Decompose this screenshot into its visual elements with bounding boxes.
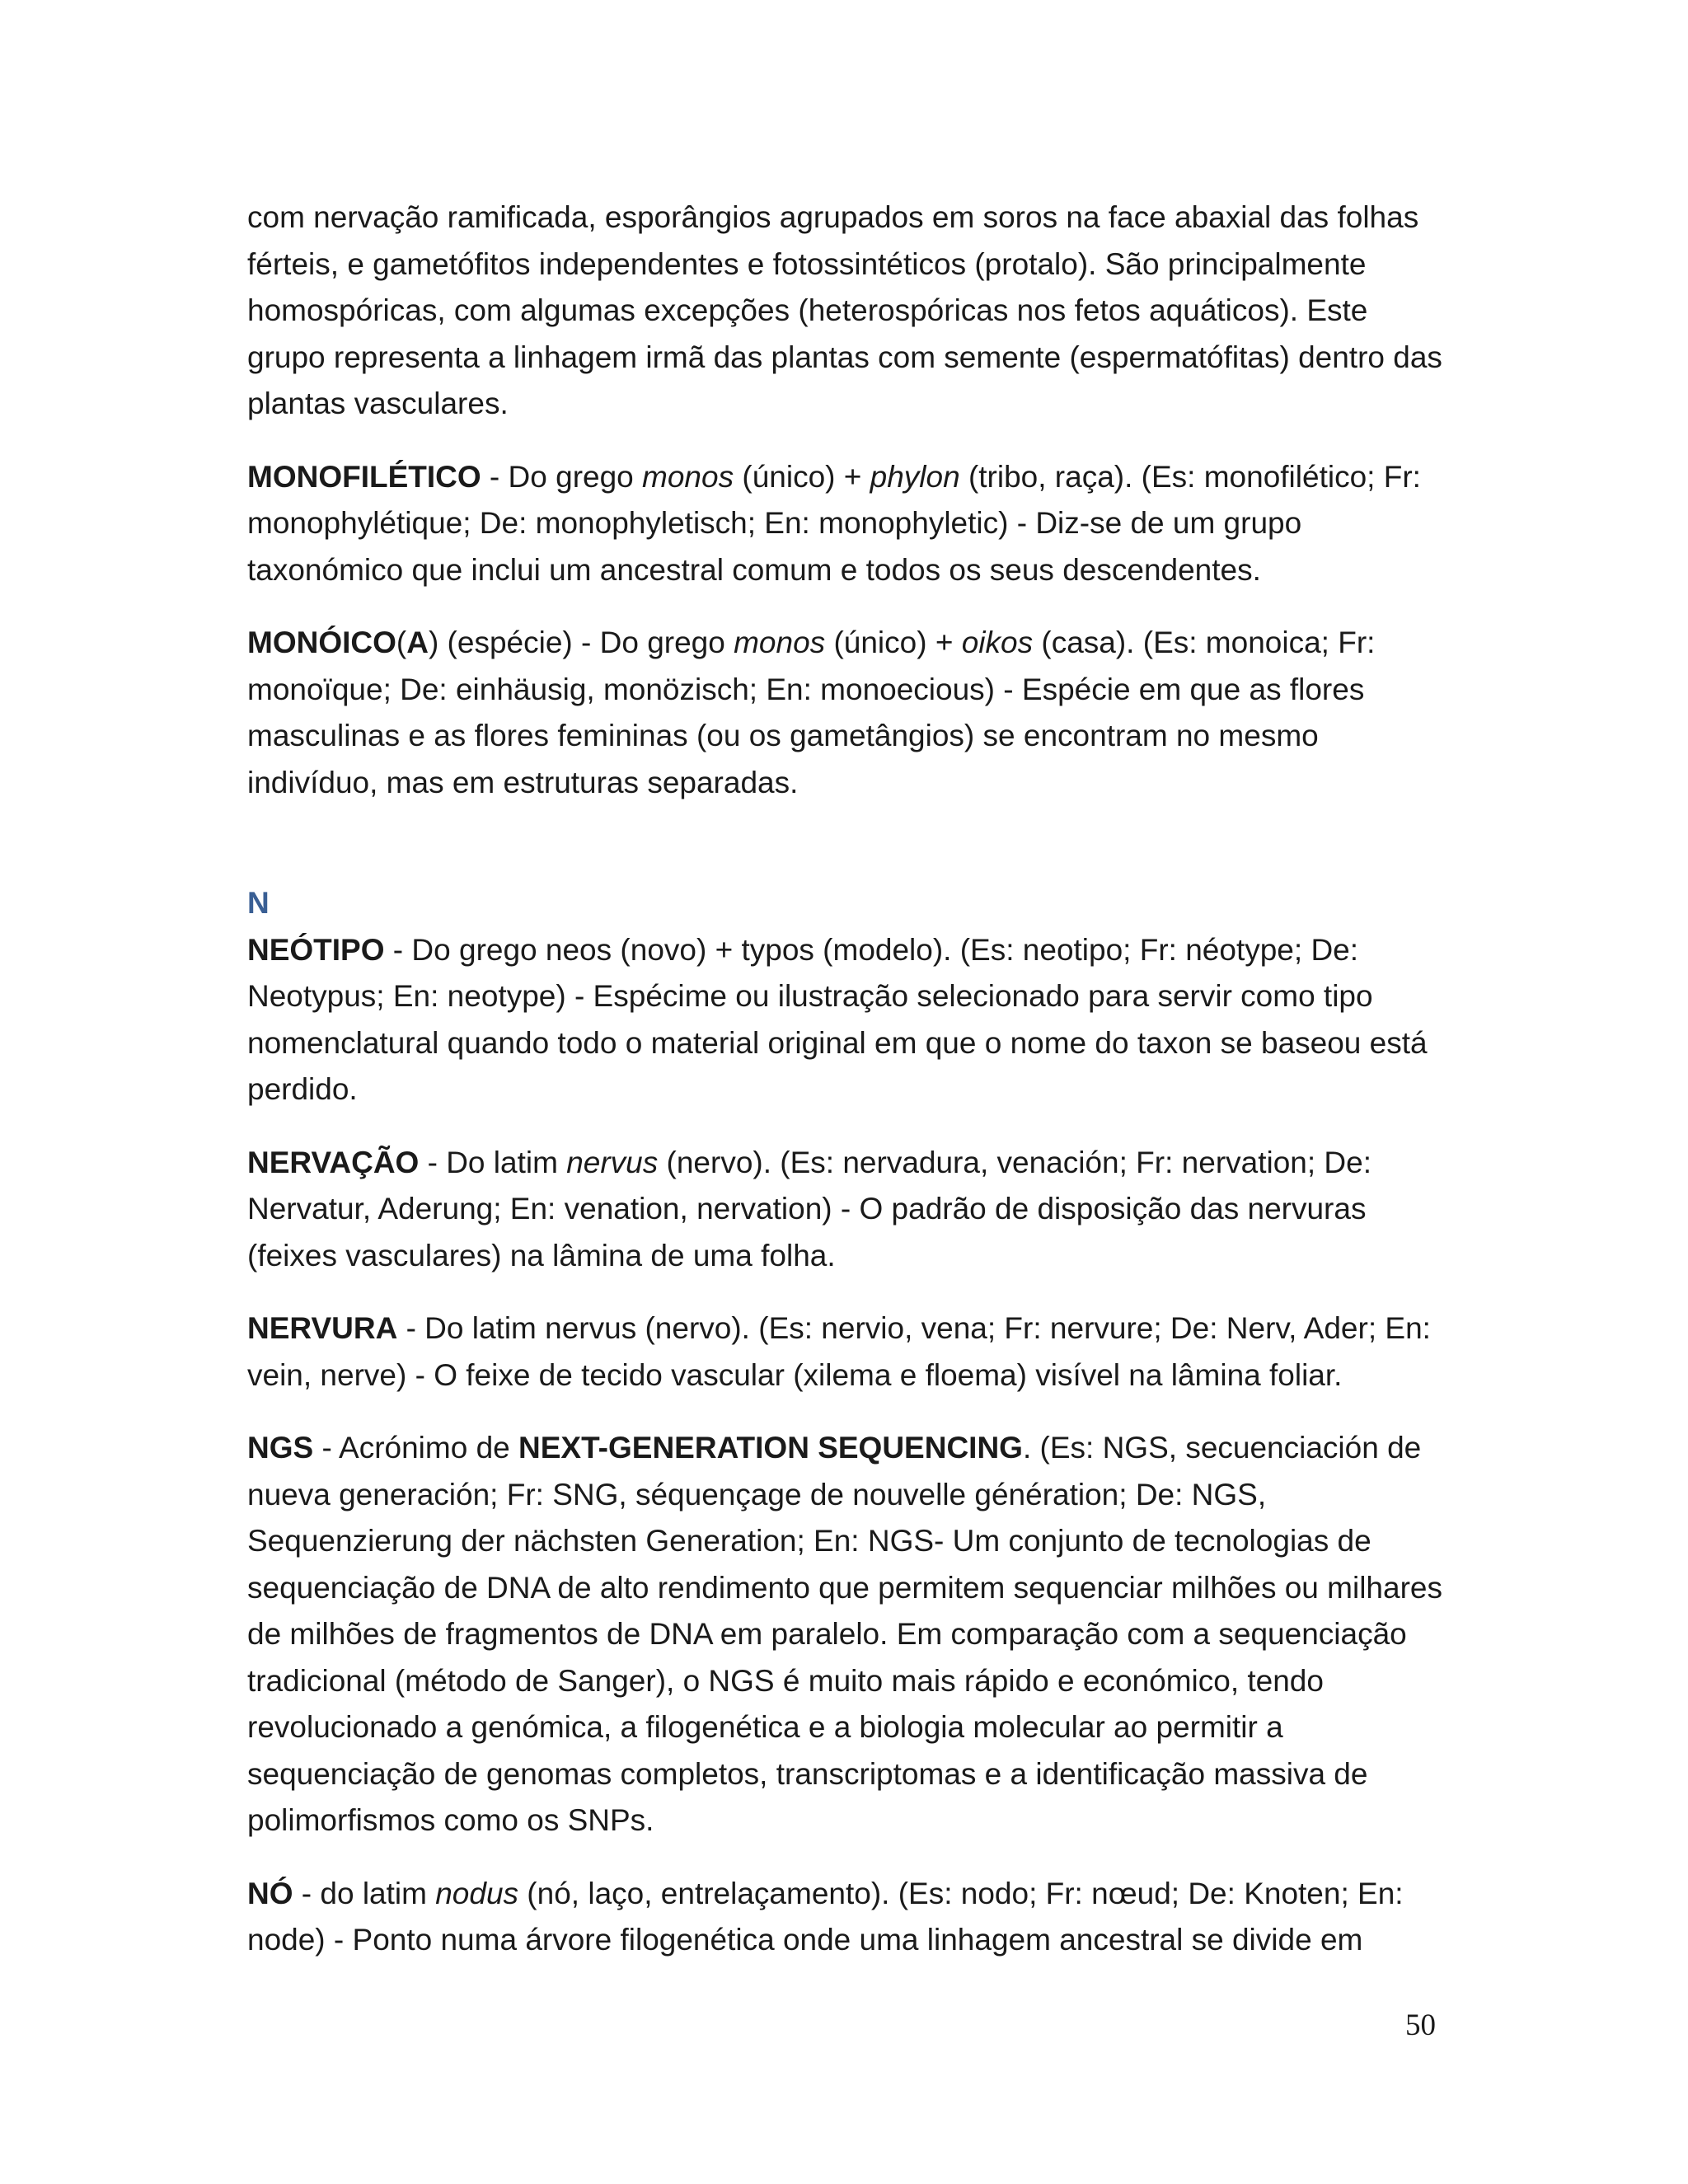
entry-term: NGS bbox=[247, 1431, 314, 1465]
page-number: 50 bbox=[1405, 2008, 1436, 2042]
entry-term: MONOFILÉTICO bbox=[247, 459, 481, 494]
entry-ngs: NGS - Acrónimo de NEXT-GENERATION SEQUENCING. (Es: NGS, secuenciación de nueva generación; Fr: SNG, séquençage de nouvelle génération; De: NGS, Sequenzierung der nächsten Generation; En: NGS- Um conjunto de tecnologias de sequenciação de DNA de alto rendimento que permitem sequenciar milhões ou milhares de milhões de fragmentos de DNA em paralelo. Em comparação com a sequenciação tradicional (método de Sanger), o NGS é muito mais rápido e económico, tendo revolucionado a genómica, a filogenética e a biologia molecular ao permitir a sequenciação de genomas completos, transcriptomas e a identificação massiva de polimorfismos como os SNPs. bbox=[247, 1431, 1442, 1837]
entry-term: MONÓICO bbox=[247, 626, 396, 659]
entry-nervacao: NERVAÇÃO - Do latim nervus (nervo). (Es: nervadura, venación; Fr: nervation; De: Nervatur, Aderung; En: venation, nervation) - O padrão de disposição das nervuras (feixes vasculares) na lâmina de uma folha. bbox=[247, 1145, 1372, 1272]
entry-term: NÓ bbox=[247, 1876, 293, 1910]
entry-term: NEÓTIPO bbox=[247, 932, 385, 967]
entry-term: NERVAÇÃO bbox=[247, 1145, 420, 1179]
entry-monoico: MONÓICO(A) (espécie) - Do grego monos (único) + oikos (casa). (Es: monoica; Fr: monoïque; De: einhäusig, monözisch; En: monoecious) - Espécie em que as flores masculinas e as flores femininas (ou os gametângios) se encontram no mesmo indivíduo, mas em estruturas separadas. bbox=[247, 626, 1376, 799]
section-letter-heading: N bbox=[247, 886, 270, 920]
entry-term: NERVURA bbox=[247, 1311, 398, 1345]
entry-nervura: NERVURA - Do latim nervus (nervo). (Es: nervio, vena; Fr: nervure; De: Nerv, Ader; En: vein, nerve) - O feixe de tecido vascular (xilema e floema) visível na lâmina foliar. bbox=[247, 1311, 1431, 1392]
entry-monofiletico: MONOFILÉTICO - Do grego monos (único) + phylon (tribo, raça). (Es: monofilético; Fr: monophylétique; De: monophyletisch; En: monophyletic) - Diz-se de um grupo taxonómico que inclui um ancestral comum e todos os seus descendentes. bbox=[247, 459, 1421, 587]
entry-neotipo: NEÓTIPO - Do grego neos (novo) + typos (modelo). (Es: neotipo; Fr: néotype; De: Neotypus; En: neotype) - Espécime ou ilustração selecionado para servir como tipo nomenclatural quando todo o material original em que o nome do taxon se baseou está perdido. bbox=[247, 932, 1428, 1106]
continuation-paragraph: com nervação ramificada, esporângios agrupados em soros na face abaxial das folhas férteis, e gametófitos independentes e fotossintéticos (protalo). São principalmente homospóricas, com algumas excepções (heterospóricas nos fetos aquáticos). Este grupo representa a linhagem irmã das plantas com semente (espermatófitas) dentro das plantas vasculares. bbox=[247, 200, 1442, 420]
entry-no: NÓ - do latim nodus (nó, laço, entrelaçamento). (Es: nodo; Fr: nœud; De: Knoten; En: node) - Ponto numa árvore filogenética onde uma linhagem ancestral se divide em bbox=[247, 1876, 1404, 1957]
page-content bbox=[247, 194, 1451, 1964]
